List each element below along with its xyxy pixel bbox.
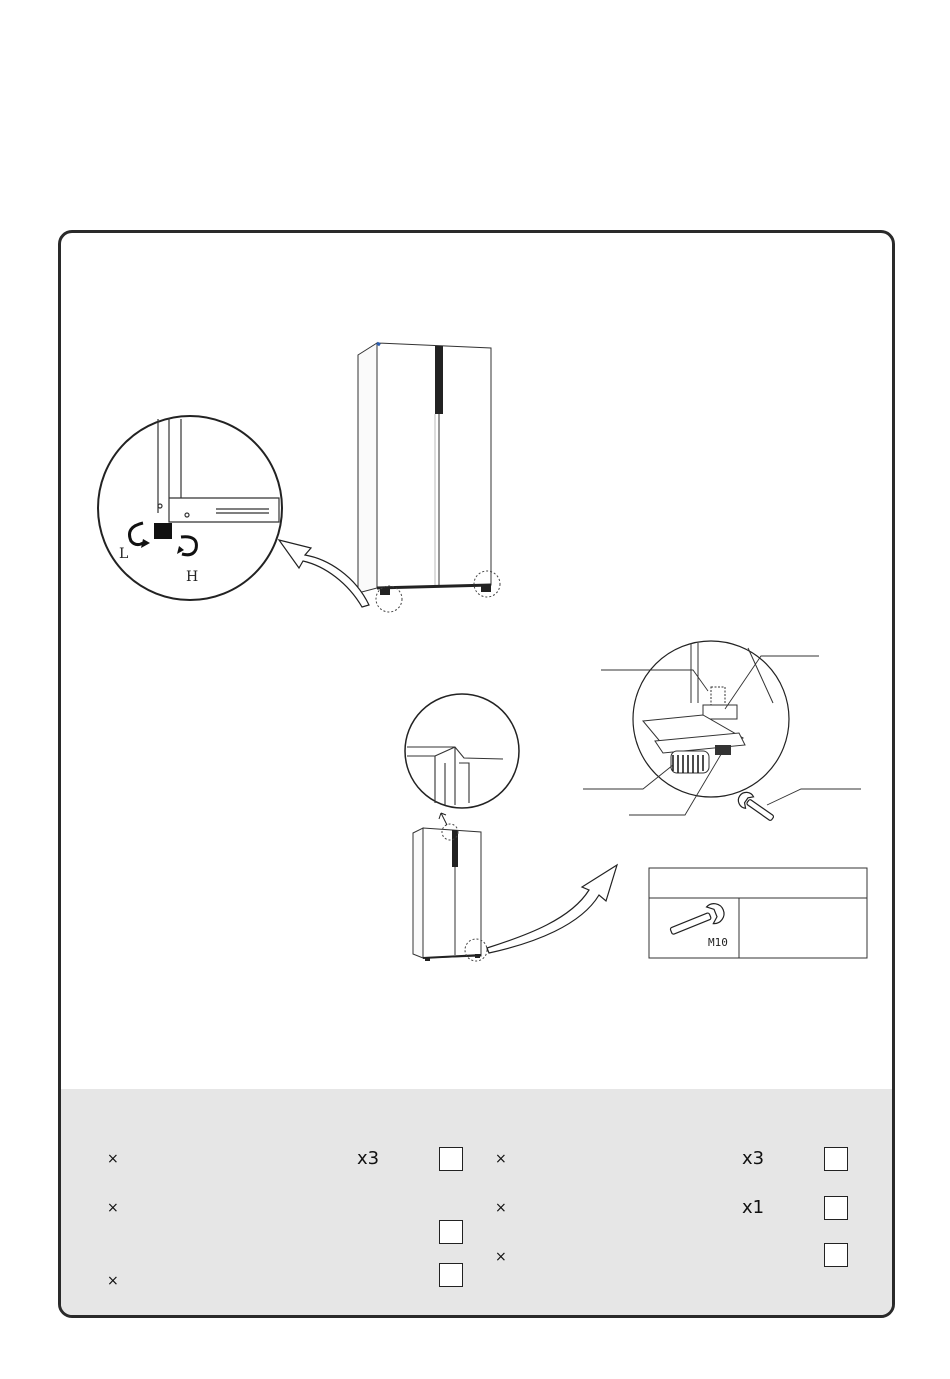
- instruction-panel: [58, 230, 895, 1318]
- tool-table: [649, 868, 867, 958]
- checklist-checkbox[interactable]: [439, 1263, 463, 1287]
- checklist-qty: x3: [742, 1148, 765, 1169]
- checklist-checkbox[interactable]: [439, 1220, 463, 1244]
- checklist-mark: ×: [495, 1151, 507, 1167]
- checklist-qty: x3: [357, 1148, 380, 1169]
- checklist-mark: ×: [107, 1200, 119, 1216]
- leveler-detail-circle: [98, 416, 282, 600]
- checklist-checkbox[interactable]: [824, 1196, 848, 1220]
- lower-letter: L: [119, 546, 129, 562]
- refrigerator-front-view: [358, 343, 491, 595]
- wrench-size-label: M10: [708, 936, 728, 949]
- hinge-detail-circle: [633, 641, 789, 797]
- checklist-mark: ×: [495, 1249, 507, 1265]
- checklist-checkbox[interactable]: [824, 1147, 848, 1171]
- checklist-qty: x1: [742, 1197, 765, 1218]
- checklist-band: [61, 1089, 892, 1315]
- checklist-mark: ×: [107, 1151, 119, 1167]
- installation-illustration: [61, 233, 892, 1089]
- checklist-mark: ×: [495, 1200, 507, 1216]
- door-alignment-circle: [405, 694, 519, 808]
- refrigerator-angle-view: [413, 828, 481, 961]
- raise-letter: H: [186, 569, 199, 585]
- checklist-mark: ×: [107, 1273, 119, 1289]
- checklist-checkbox[interactable]: [824, 1243, 848, 1267]
- checklist-checkbox[interactable]: [439, 1147, 463, 1171]
- callout-arrow-bottom: [487, 865, 617, 953]
- callout-arrow-top: [279, 540, 369, 607]
- wrench-icon: [735, 789, 777, 825]
